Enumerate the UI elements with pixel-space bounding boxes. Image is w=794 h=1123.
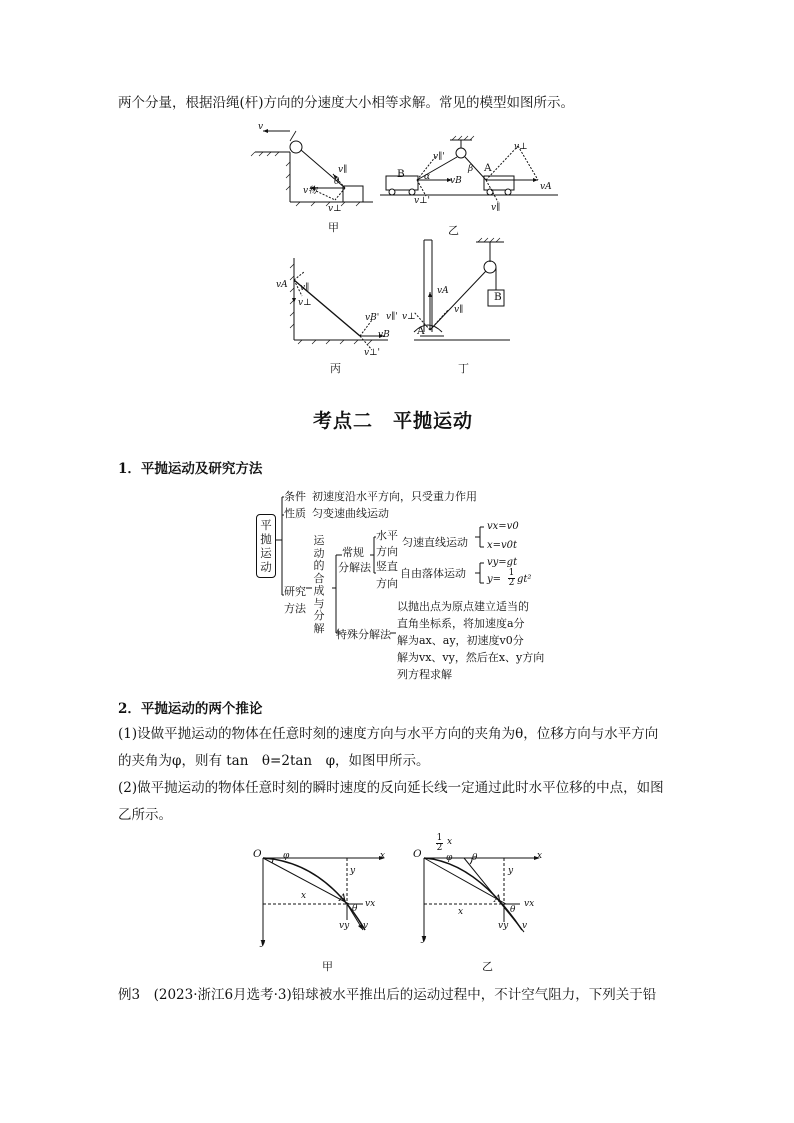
py-half-num: 1 xyxy=(436,833,443,843)
projectile-figure-yi xyxy=(416,852,556,952)
py-half-den: 2 xyxy=(436,843,443,853)
pj-caption: 甲 xyxy=(322,960,333,973)
p1-line2: 的夹角为φ，则有 tan θ=2tan φ，如图甲所示。 xyxy=(118,753,430,769)
heading-method: 1．平抛运动及研究方法 xyxy=(118,461,263,477)
py-label-theta2: θ xyxy=(510,905,516,915)
py-caption: 乙 xyxy=(482,960,493,973)
map-regular-2: 分解法 xyxy=(338,561,371,574)
py-label-y: y xyxy=(508,866,514,876)
map-nature-label: 性质 xyxy=(284,507,306,520)
map-vert-2: 方向 xyxy=(376,577,398,590)
ding-caption: 丁 xyxy=(458,362,469,375)
jia-caption: 甲 xyxy=(328,221,339,234)
pj-label-vx: vx xyxy=(365,899,376,909)
bing-label-vpar: v∥ xyxy=(300,283,310,293)
section-title: 考点二 平抛运动 xyxy=(313,410,474,432)
ding-label-B: B xyxy=(494,291,502,303)
yi-label-vB: vB xyxy=(450,176,462,186)
ding-label-vpar: v∥ xyxy=(454,305,464,315)
map-special-text-2: 解为ax、ay，初速度v0分 xyxy=(397,634,524,647)
rope-figure-jia xyxy=(255,122,375,212)
map-special: 特殊分解法 xyxy=(336,628,391,641)
jia-label-v: v xyxy=(258,122,264,132)
map-eq3: vy=gt xyxy=(487,557,518,568)
map-horiz-1: 水平 xyxy=(376,529,398,542)
yi-label-A: A xyxy=(484,162,492,174)
jia-label-vperp: v⊥ xyxy=(328,204,342,214)
map-vert-1: 竖直 xyxy=(376,560,398,573)
py-label-v: v xyxy=(522,921,528,931)
pj-label-phi: φ xyxy=(283,851,290,861)
map-method-label-1: 研究 xyxy=(284,585,306,598)
bing-label-vperp: v⊥ xyxy=(298,298,312,308)
map-special-text-0: 以抛出点为原点建立适当的 xyxy=(397,600,529,613)
pj-label-yaxis: y xyxy=(260,938,266,948)
map-eq4-tail: gt² xyxy=(517,574,532,585)
bing-label-vperp2: v⊥' xyxy=(364,348,381,358)
p2-line2: 乙所示。 xyxy=(118,807,172,823)
frac-num: 1 xyxy=(508,568,515,578)
yi-label-vpar: v∥ xyxy=(491,203,501,213)
ding-label-vperp: v⊥ xyxy=(402,312,416,322)
map-vert-motion: 自由落体运动 xyxy=(400,567,466,580)
p1-line1: (1)设做平抛运动的物体在任意时刻的速度方向与水平方向的夹角为θ，位移方向与水平方向 xyxy=(118,726,659,742)
yi-label-beta: β xyxy=(468,164,474,174)
map-eq2: x=v0t xyxy=(487,540,518,551)
py-label-vy: vy xyxy=(498,921,509,931)
pj-label-vy: vy xyxy=(339,921,350,931)
py-label-xaxis: x xyxy=(537,851,543,861)
pj-label-xaxis: x xyxy=(380,851,386,861)
yi-label-alpha: α xyxy=(424,172,431,182)
map-root xyxy=(256,514,276,578)
py-label-halfx: x xyxy=(447,837,453,847)
bing-label-vpar2: v∥' xyxy=(386,312,398,322)
py-label-x: x xyxy=(458,907,464,917)
pj-label-O: O xyxy=(253,848,262,860)
ding-label-vA: vA xyxy=(437,286,449,296)
heading-corollaries: 2．平抛运动的两个推论 xyxy=(118,701,263,717)
py-label-half xyxy=(436,834,443,853)
yi-label-vpar1: v∥' xyxy=(433,152,445,162)
map-method-label-2: 方法 xyxy=(284,602,306,615)
bing-label-vB1: vB' xyxy=(365,313,380,323)
yi-label-vperp1: v⊥' xyxy=(414,196,431,206)
map-cond-text: 初速度沿水平方向，只受重力作用 xyxy=(312,490,477,503)
py-label-theta: θ xyxy=(472,853,478,863)
p2-line1: (2)做平抛运动的物体任意时刻的瞬时速度的反向延长线一定通过此时水平位移的中点，如图 xyxy=(118,780,664,796)
jia-label-vobj: v物 xyxy=(303,186,318,196)
bing-label-vB: vB xyxy=(378,330,390,340)
map-special-text-3: 解为vx、vy，然后在x、y方向 xyxy=(397,651,545,664)
map-nature-text: 匀变速曲线运动 xyxy=(312,507,389,520)
py-label-O: O xyxy=(413,848,422,860)
yi-label-vperp: v⊥ xyxy=(514,142,528,152)
py-label-vx: vx xyxy=(524,899,535,909)
py-label-phi: φ xyxy=(446,853,453,863)
jia-label-vpar: v∥ xyxy=(338,165,348,175)
map-horiz-motion: 匀速直线运动 xyxy=(402,536,468,549)
map-regular-1: 常规 xyxy=(342,546,364,559)
pj-label-x: x xyxy=(301,891,307,901)
pj-label-y: y xyxy=(350,866,356,876)
py-label-A: A xyxy=(494,893,502,905)
pj-label-v: v xyxy=(363,921,369,931)
map-horiz-2: 方向 xyxy=(376,545,398,558)
map-compose: 运动的合成与分解 xyxy=(313,534,325,635)
pj-label-A: A xyxy=(339,892,347,904)
rope-figure-bing xyxy=(280,258,390,358)
map-special-text-4: 列方程求解 xyxy=(397,668,452,681)
rope-figure-yi xyxy=(380,138,560,218)
map-special-text-1: 直角坐标系，将加速度a分 xyxy=(397,617,525,630)
ding-label-A: A xyxy=(417,325,425,337)
pj-label-theta: θ xyxy=(352,904,358,914)
map-root-text: 平抛运动 xyxy=(260,518,272,574)
map-eq1: vx=v0 xyxy=(487,521,519,532)
map-cond-label: 条件 xyxy=(284,490,306,503)
jia-label-theta: θ xyxy=(334,177,340,187)
intro-text: 两个分量，根据沿绳(杆)方向的分速度大小相等求解。常见的模型如图所示。 xyxy=(118,95,575,111)
map-eq4-fraction xyxy=(508,569,515,588)
example-text: 例3 (2023·浙江6月选考·3)铅球被水平推出后的运动过程中，不计空气阻力，下列关于铅 xyxy=(118,987,657,1003)
yi-label-B: B xyxy=(397,168,405,180)
map-eq4: y= xyxy=(487,574,502,585)
yi-caption: 乙 xyxy=(448,224,459,237)
bing-caption: 丙 xyxy=(330,362,341,375)
bing-label-vA: vA xyxy=(276,280,288,290)
frac-bar: 2 xyxy=(508,578,515,588)
yi-label-vA: vA xyxy=(540,182,552,192)
py-label-yaxis: y xyxy=(421,934,427,944)
